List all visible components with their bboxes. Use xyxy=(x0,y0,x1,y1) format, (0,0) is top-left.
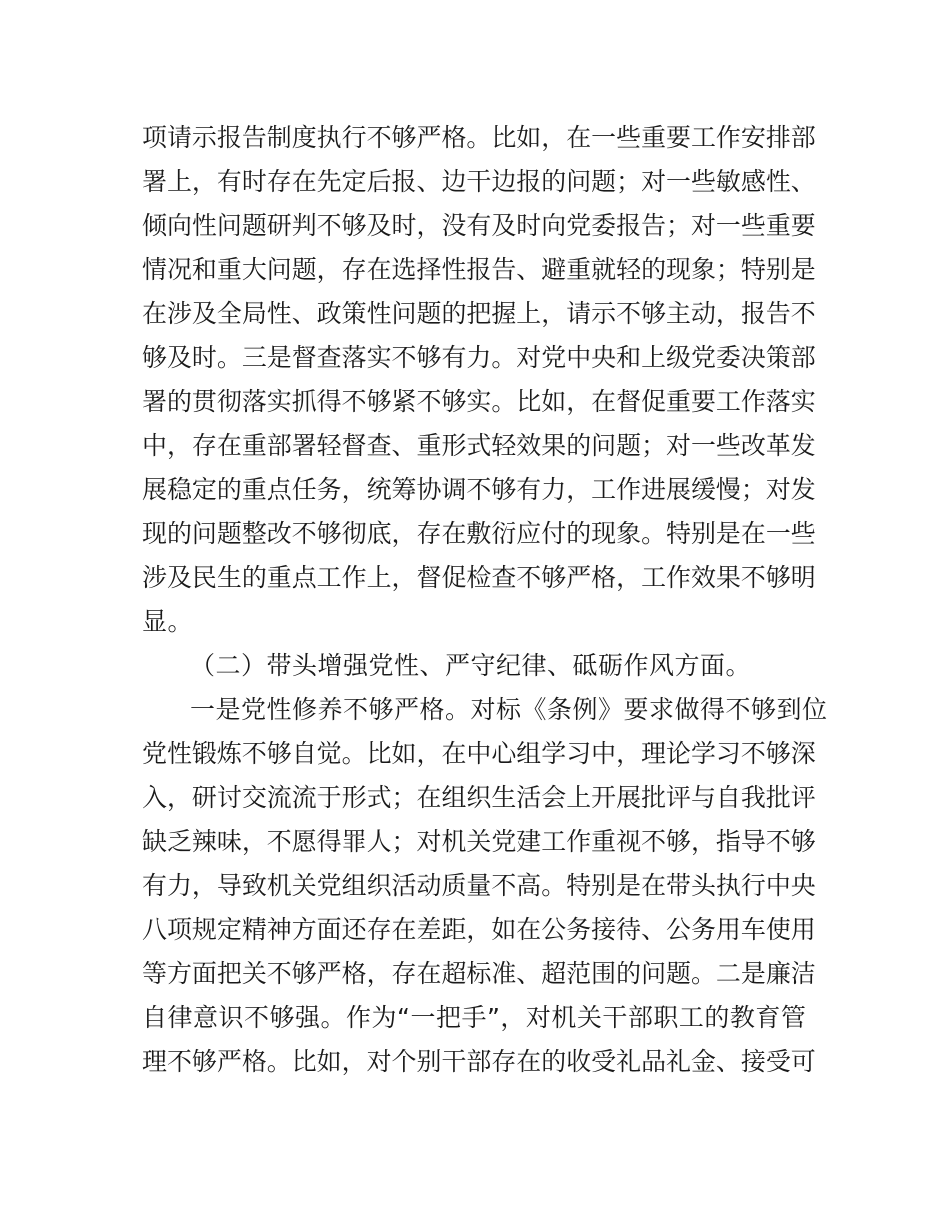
text-line: 缺乏辣味，不愿得罪人；对机关党建工作重视不够，指导不够 xyxy=(142,827,816,856)
text-line: 倾向性问题研判不够及时，没有及时向党委报告；对一些重要 xyxy=(142,211,816,240)
text-line: 有力，导致机关党组织活动质量不高。特别是在带头执行中央 xyxy=(142,871,816,900)
text-line: 等方面把关不够严格，存在超标准、超范围的问题。二是廉洁 xyxy=(142,959,816,988)
text-line: 涉及民生的重点工作上，督促检查不够严格，工作效果不够明 xyxy=(142,563,816,592)
text-line: 署的贯彻落实抓得不够紧不够实。比如，在督促重要工作落实 xyxy=(142,387,816,416)
paragraph-first-line: 一是党性修养不够严格。对标《条例》要求做得不够到位 xyxy=(190,695,828,724)
text-line: 在涉及全局性、政策性问题的把握上，请示不够主动，报告不 xyxy=(142,299,816,328)
text-line: 情况和重大问题，存在选择性报告、避重就轻的现象；特别是 xyxy=(142,255,816,284)
text-line: 够及时。三是督查落实不够有力。对党中央和上级党委决策部 xyxy=(142,343,816,372)
section-heading: （二）带头增强党性、严守纪律、砥砺作风方面。 xyxy=(190,651,752,680)
text-line: 八项规定精神方面还存在差距，如在公务接待、公务用车使用 xyxy=(142,915,816,944)
text-line: 项请示报告制度执行不够严格。比如，在一些重要工作安排部 xyxy=(142,123,816,152)
text-line: 展稳定的重点任务，统筹协调不够有力，工作进展缓慢；对发 xyxy=(142,475,816,504)
text-line: 自律意识不够强。作为“一把手”，对机关干部职工的教育管 xyxy=(142,1003,807,1032)
text-line: 署上，有时存在先定后报、边干边报的问题；对一些敏感性、 xyxy=(142,167,816,196)
text-line: 显。 xyxy=(142,607,194,636)
text-line: 入，研讨交流流于形式；在组织生活会上开展批评与自我批评 xyxy=(142,783,816,812)
text-line: 中，存在重部署轻督查、重形式轻效果的问题；对一些改革发 xyxy=(142,431,816,460)
text-line: 理不够严格。比如，对个别干部存在的收受礼品礼金、接受可 xyxy=(142,1047,816,1076)
text-line: 党性锻炼不够自觉。比如，在中心组学习中，理论学习不够深 xyxy=(142,739,816,768)
text-line: 现的问题整改不够彻底，存在敷衍应付的现象。特别是在一些 xyxy=(142,519,816,548)
